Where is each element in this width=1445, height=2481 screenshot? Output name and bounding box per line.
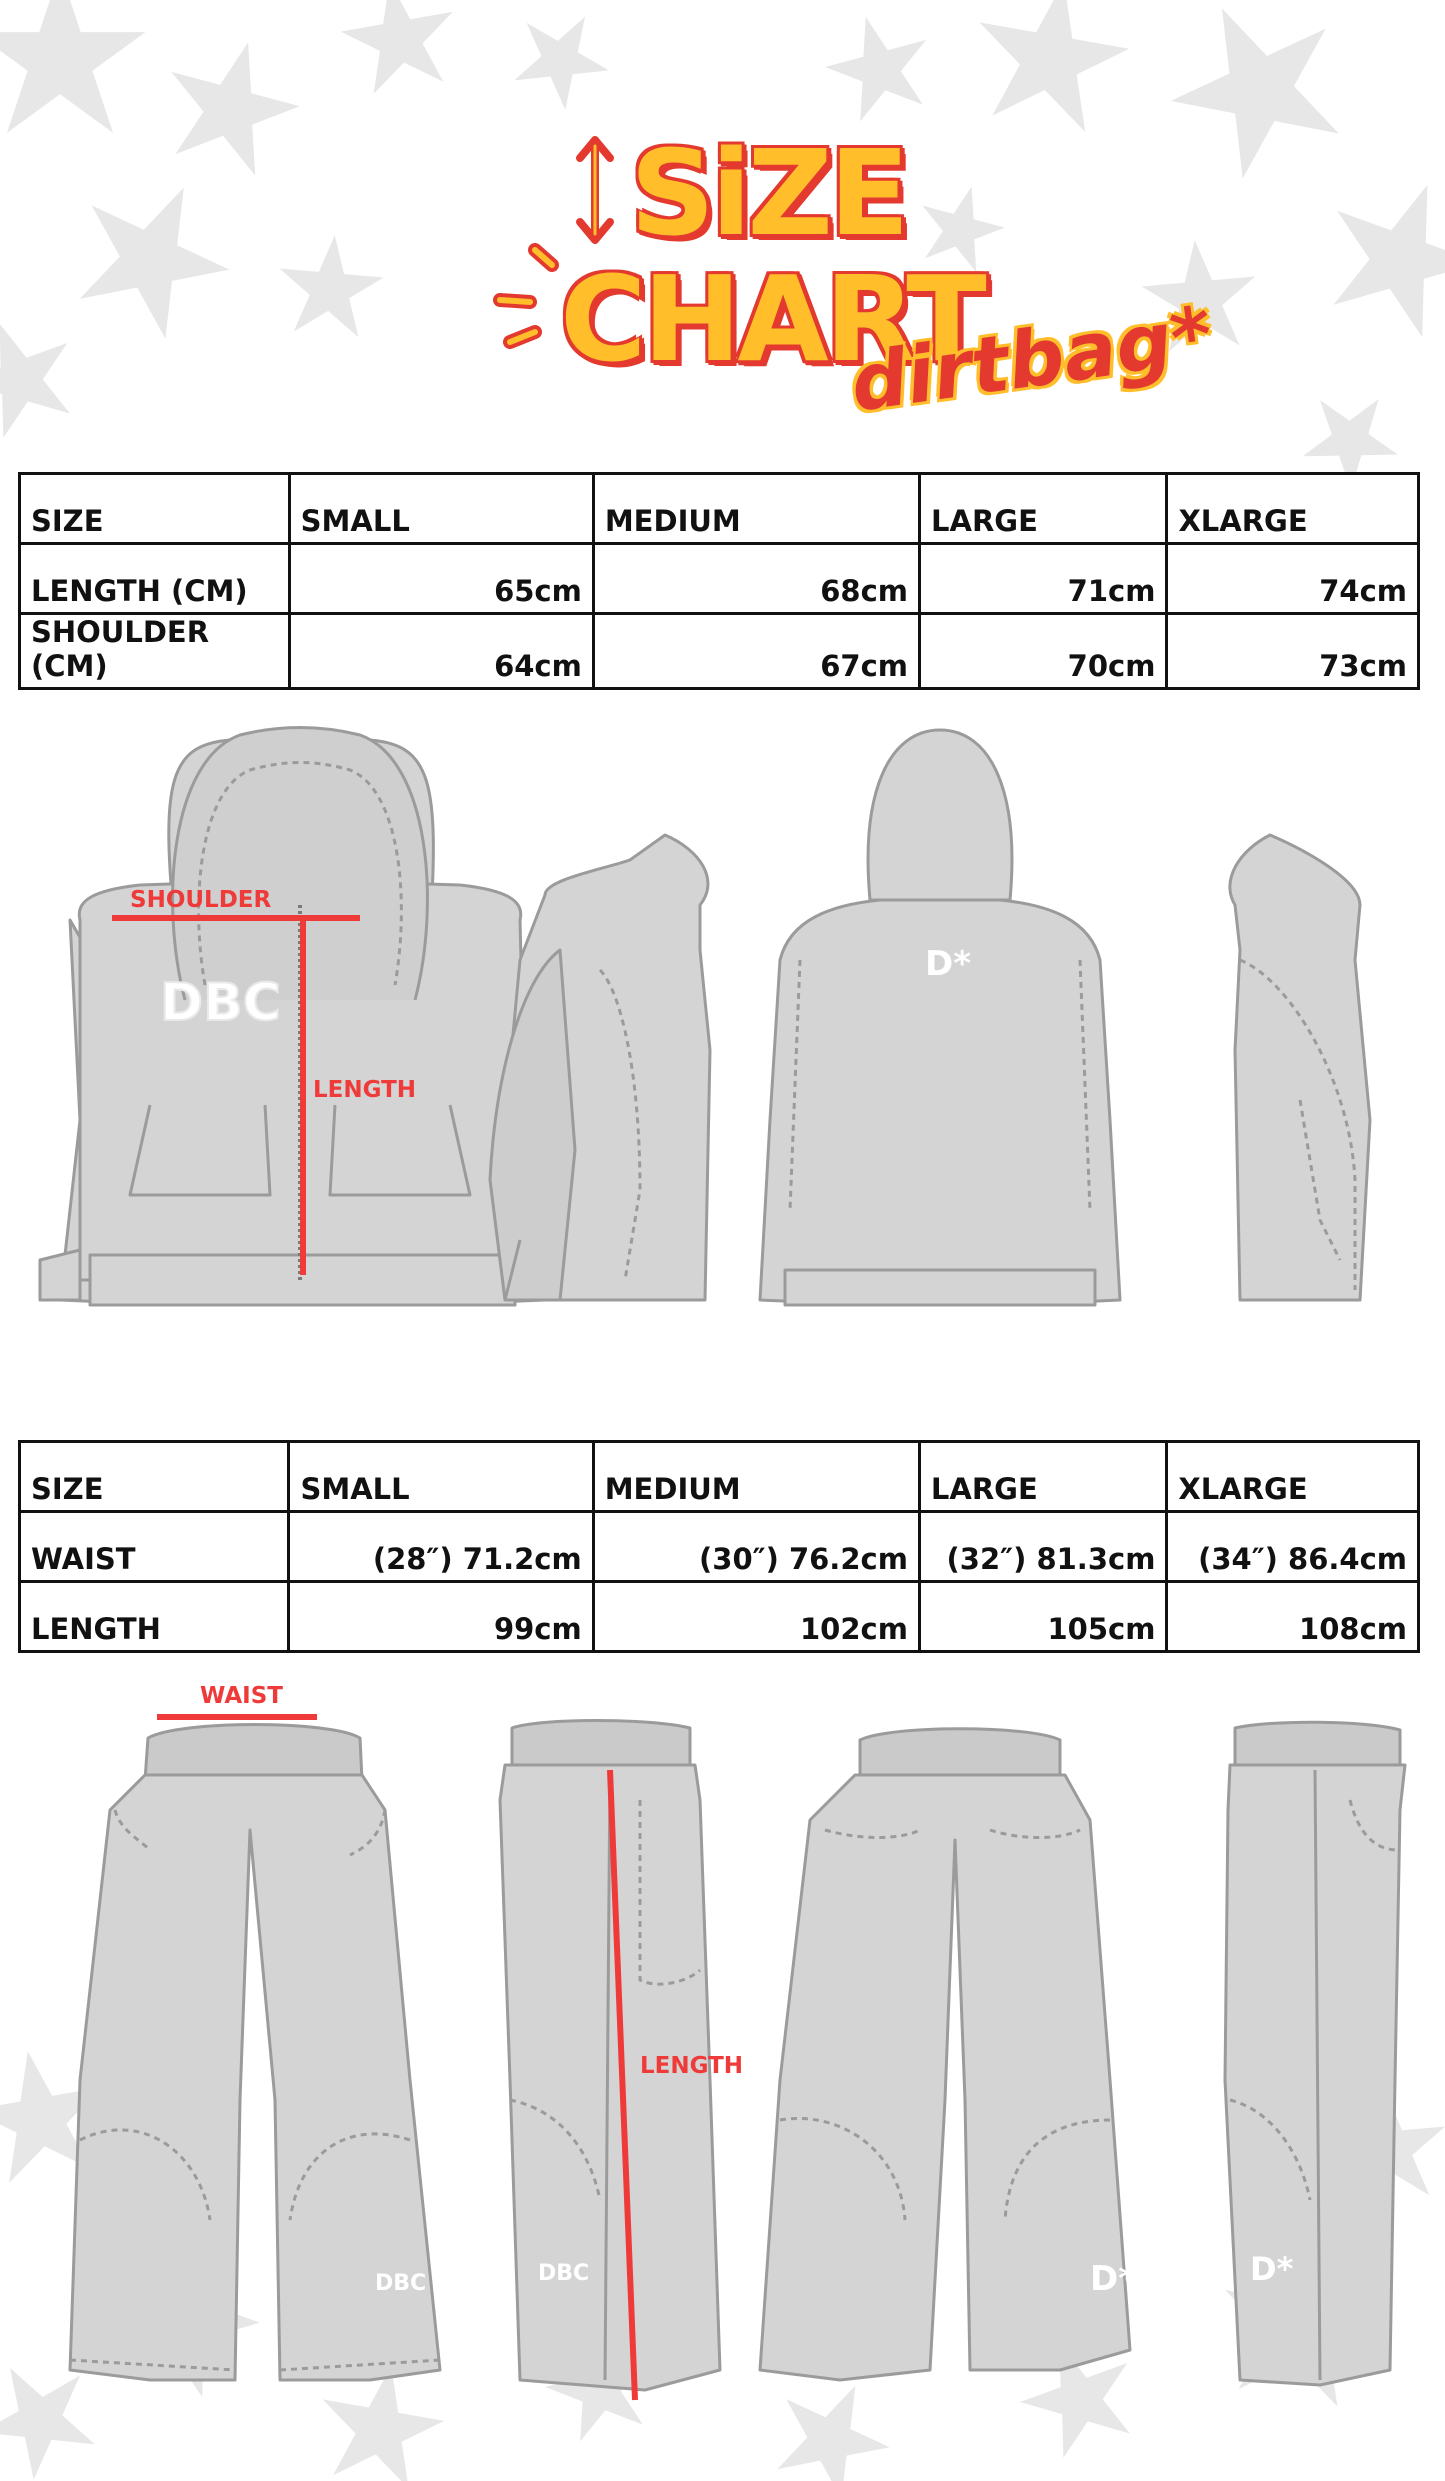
table-row (20, 1582, 1419, 1652)
hoodie-side-right-illustration (1230, 835, 1370, 1300)
row-label: LENGTH (20, 1582, 289, 1652)
table-cell: 65cm (289, 544, 593, 614)
pants-back-logo: D* (1090, 2259, 1137, 2299)
table-header-row (20, 1442, 1419, 1512)
table-cell: 102cm (593, 1582, 919, 1652)
header-cell: LARGE (920, 474, 1167, 544)
table-cell: 105cm (919, 1582, 1167, 1652)
pants-length-label: LENGTH (640, 2053, 744, 2079)
table-cell: 74cm (1167, 544, 1419, 614)
brand-name: dirtbag* (845, 290, 1218, 430)
table-cell: 99cm (289, 1582, 593, 1652)
hoodie-back-illustration (760, 730, 1120, 1305)
header-cell: SIZE (20, 1442, 289, 1512)
table-cell: (34″) 86.4cm (1167, 1512, 1419, 1582)
table-row (20, 1512, 1419, 1582)
table-cell: 68cm (593, 544, 919, 614)
table-cell: 67cm (593, 614, 919, 689)
table-cell: (28″) 71.2cm (289, 1512, 593, 1582)
pants-illustrations (0, 1680, 1445, 2480)
header-cell: SIZE (20, 474, 290, 544)
table-cell: 108cm (1167, 1582, 1419, 1652)
header-cell: SMALL (289, 1442, 593, 1512)
table-cell: 64cm (289, 614, 593, 689)
header-cell: SMALL (289, 474, 593, 544)
hoodie-side-left-illustration (490, 835, 710, 1300)
pants-front-logo: DBC (375, 2271, 427, 2296)
table-cell: 73cm (1167, 614, 1419, 689)
hoodie-front-logo: DBC (160, 973, 281, 1033)
hoodie-length-label: LENGTH (313, 1077, 417, 1103)
header-cell: XLARGE (1167, 1442, 1419, 1512)
header-cell: MEDIUM (593, 1442, 919, 1512)
row-label: WAIST (20, 1512, 289, 1582)
pants-side-logo: DBC (538, 2261, 590, 2286)
table-cell: 70cm (920, 614, 1167, 689)
title-line-size: SiZE (630, 124, 906, 262)
hoodie-back-logo: D* (925, 944, 972, 984)
pants-size-table (18, 1440, 1420, 1653)
waist-label: WAIST (200, 1683, 283, 1709)
row-label: SHOULDER (CM) (20, 614, 290, 689)
header-cell: XLARGE (1167, 474, 1419, 544)
shoulder-label: SHOULDER (130, 887, 272, 913)
table-cell: (30″) 76.2cm (593, 1512, 919, 1582)
table-cell: 71cm (920, 544, 1167, 614)
row-label: LENGTH (CM) (20, 544, 290, 614)
pants-back-illustration (760, 1729, 1130, 2380)
pants-side-right-logo: D* (1250, 2250, 1294, 2288)
header-cell: LARGE (919, 1442, 1167, 1512)
table-cell: (32″) 81.3cm (919, 1512, 1167, 1582)
header-cell: MEDIUM (593, 474, 919, 544)
title-line-chart: CHART (560, 250, 983, 388)
